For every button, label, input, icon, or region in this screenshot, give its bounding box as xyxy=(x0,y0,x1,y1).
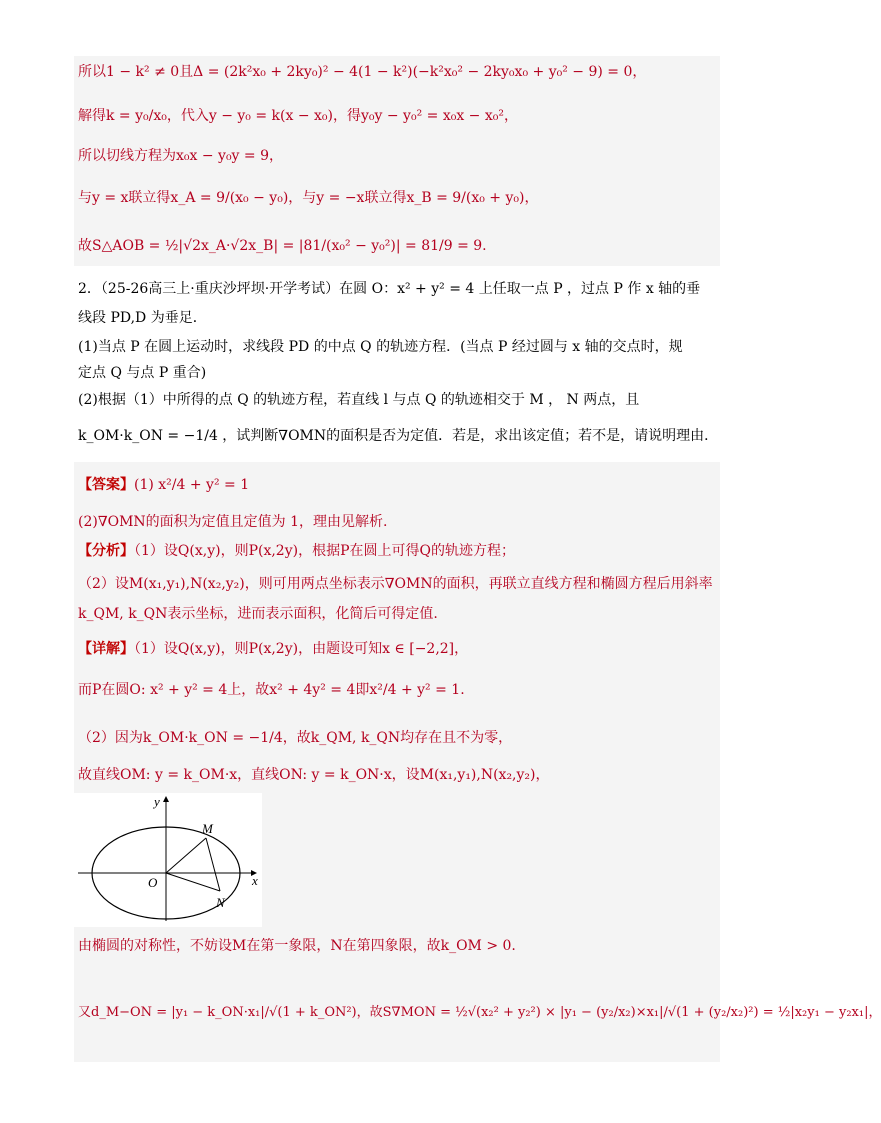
problem-line-2: 线段 PD,D 为垂足． xyxy=(78,310,207,326)
segment-om xyxy=(166,838,206,873)
problem-line-5: (2)根据（1）中所得的点 Q 的轨迹方程，若直线 l 与点 Q 的轨迹相交于 M ， N 两点，且 xyxy=(78,392,640,408)
analysis-line-1 xyxy=(78,541,718,561)
prev-solution-line-5: 故S△AOB = ½|√2x_A·√2x_B| = |81/(x₀² − y₀²)| = 81/9 = 9. xyxy=(78,238,487,254)
detail-line-4: 故直线OM: y = k_OM·x，直线ON: y = k_ON·x，设M(x₁,y₁),N(x₂,y₂)， xyxy=(78,767,550,783)
ellipse-figure-svg xyxy=(74,793,262,927)
label-x: x xyxy=(252,873,258,888)
prev-solution-line-4: 与y = x联立得x_A = 9/(x₀ − y₀)，与y = −x联立得x_B = 9/(x₀ + y₀)， xyxy=(78,190,539,206)
detail-line-3: （2）因为k_OM·k_ON = −1/4，故k_QM, k_QN均存在且不为零， xyxy=(78,730,513,746)
label-n: N xyxy=(216,895,225,910)
segment-on xyxy=(166,873,220,891)
answer-text-2: (2)∇OMN的面积为定值且定值为 1，理由见解析. xyxy=(78,514,388,530)
problem-line-3: (1)当点 P 在圆上运动时，求线段 PD 的中点 Q 的轨迹方程．(当点 P 经过圆与 x 轴的交点时，规 xyxy=(78,339,683,355)
label-m: M xyxy=(202,821,213,836)
answer-text-1: (1) x²/4 + y² = 1 xyxy=(134,477,250,493)
answer-line-1 xyxy=(78,475,718,495)
problem-line-6: k_OM·k_ON = −1/4 ，试判断∇OMN的面积是否为定值．若是，求出该定值；若不是，请说明理由． xyxy=(78,428,719,444)
prev-solution-line-1: 所以1 − k² ≠ 0且Δ = (2k²x₀ + 2ky₀)² − 4(1 − k²)(−k²x₀² − 2ky₀x₀ + y₀² − 9) = 0， xyxy=(78,64,647,80)
detail-line-6: 又d_M−ON = |y₁ − k_ON·x₁|/√(1 + k_ON²)，故S∇MON = ½√(x₂² + y₂²) × |y₁ − (y₂/x₂)×x₁|/√(1 + (y₂/x₂)²) = ½|x₂y₁ − y₂x₁|， xyxy=(78,1005,881,1020)
problem-line-4: 定点 Q 与点 P 重合) xyxy=(78,365,207,381)
detail-text-1: （1）设Q(x,y)，则P(x,2y)，由题设可知x ∈ [−2,2]， xyxy=(134,641,469,657)
analysis-tag: 【分析】 xyxy=(78,543,134,559)
prev-solution-line-2: 解得k = y₀/x₀，代入y − y₀ = k(x − x₀)，得y₀y − y₀² = x₀x − x₀²， xyxy=(78,108,518,124)
analysis-line-3: k_QM, k_QN表示坐标，进而表示面积，化简后可得定值. xyxy=(78,606,438,622)
prev-solution-line-3: 所以切线方程为x₀x − y₀y = 9， xyxy=(78,148,284,164)
analysis-line-2: （2）设M(x₁,y₁),N(x₂,y₂)，则可用两点坐标表示∇OMN的面积，再联立直线方程和椭圆方程后用斜率 xyxy=(78,576,713,592)
detail-line-1 xyxy=(78,639,718,659)
ellipse-figure xyxy=(74,793,262,927)
analysis-text-1: （1）设Q(x,y)，则P(x,2y)，根据P在圆上可得Q的轨迹方程； xyxy=(134,543,515,559)
segment-mn xyxy=(206,838,220,891)
problem-line-1: 2．（25-26高三上·重庆沙坪坝·开学考试）在圆 O：x² + y² = 4 上任取一点 P ，过点 P 作 x 轴的垂 xyxy=(78,281,701,297)
detail-line-2: 而P在圆O: x² + y² = 4上，故x² + 4y² = 4即x²/4 + y² = 1. xyxy=(78,682,465,698)
detail-line-5: 由椭圆的对称性，不妨设M在第一象限，N在第四象限，故k_OM > 0. xyxy=(78,938,516,954)
label-y: y xyxy=(154,794,160,809)
label-o: O xyxy=(148,875,158,890)
answer-tag: 【答案】 xyxy=(78,477,134,493)
detail-tag: 【详解】 xyxy=(78,641,134,657)
